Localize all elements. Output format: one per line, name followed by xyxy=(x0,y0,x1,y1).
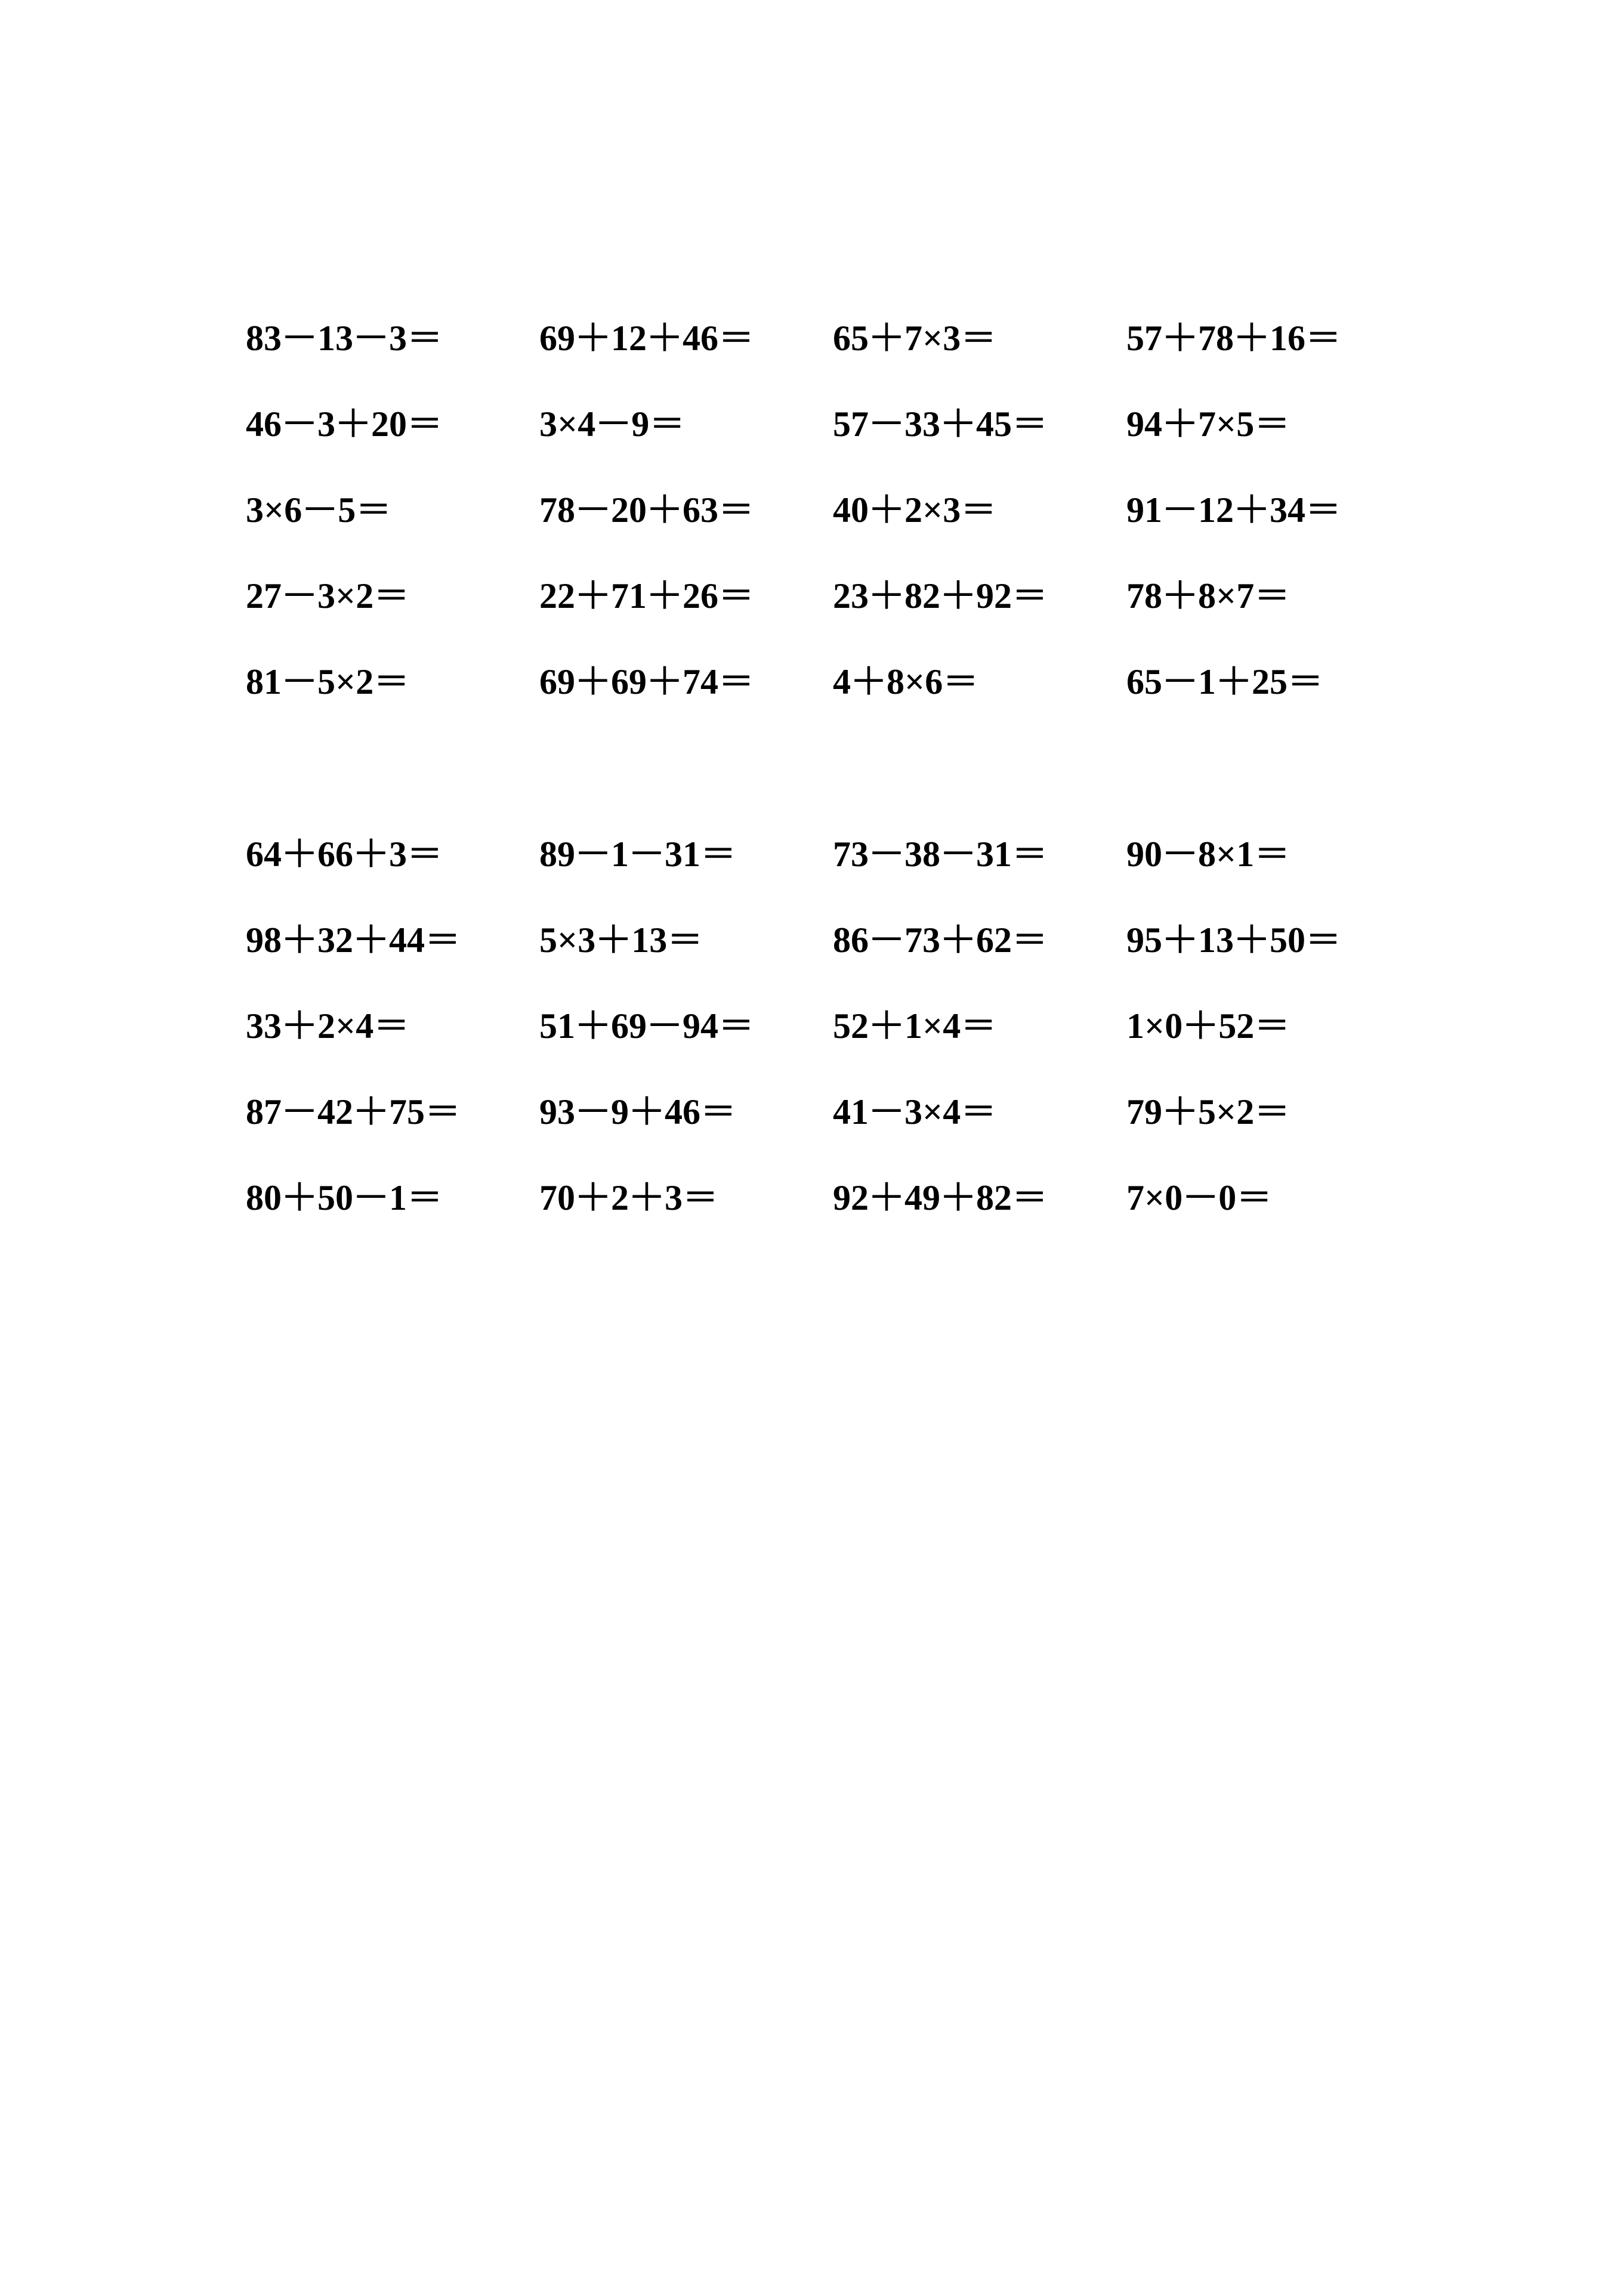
arithmetic-problem: 22＋71＋26＝ xyxy=(539,576,754,616)
arithmetic-problem: 92＋49＋82＝ xyxy=(833,1178,1048,1217)
arithmetic-problem: 52＋1×4＝ xyxy=(833,1006,997,1046)
arithmetic-problem: 81－5×2＝ xyxy=(246,662,410,702)
problem-row xyxy=(246,808,1439,894)
arithmetic-problem: 46－3＋20＝ xyxy=(246,404,443,444)
arithmetic-problem: 83－13－3＝ xyxy=(246,319,443,358)
arithmetic-problem: 90－8×1＝ xyxy=(1126,835,1290,874)
problem-row xyxy=(246,378,1439,464)
arithmetic-problem: 86－73＋62＝ xyxy=(833,920,1048,960)
arithmetic-problem: 3×4－9＝ xyxy=(539,404,686,444)
problem-row xyxy=(246,1152,1439,1238)
arithmetic-problem: 73－38－31＝ xyxy=(833,835,1048,874)
arithmetic-problem: 57－33＋45＝ xyxy=(833,404,1048,444)
arithmetic-problem: 51＋69－94＝ xyxy=(539,1006,754,1046)
arithmetic-problem: 7×0－0＝ xyxy=(1126,1178,1273,1217)
problem-row xyxy=(246,980,1439,1066)
problem-row xyxy=(246,1066,1439,1152)
problem-row xyxy=(246,464,1439,550)
arithmetic-problem: 65－1＋25＝ xyxy=(1126,662,1323,702)
arithmetic-problem: 41－3×4＝ xyxy=(833,1092,997,1132)
arithmetic-problem: 79＋5×2＝ xyxy=(1126,1092,1290,1132)
arithmetic-problem: 94＋7×5＝ xyxy=(1126,404,1290,444)
problem-row xyxy=(246,550,1439,636)
arithmetic-problem: 89－1－31＝ xyxy=(539,835,736,874)
problem-row xyxy=(246,292,1439,378)
arithmetic-problem: 27－3×2＝ xyxy=(246,576,410,616)
arithmetic-problem: 3×6－5＝ xyxy=(246,490,392,530)
arithmetic-problem: 95＋13＋50＝ xyxy=(1126,920,1341,960)
arithmetic-problem: 70＋2＋3＝ xyxy=(539,1178,718,1217)
arithmetic-problem: 1×0＋52＝ xyxy=(1126,1006,1290,1046)
problem-row xyxy=(246,894,1439,980)
arithmetic-problem: 4＋8×6＝ xyxy=(833,662,979,702)
arithmetic-problem: 64＋66＋3＝ xyxy=(246,835,443,874)
arithmetic-problem: 23＋82＋92＝ xyxy=(833,576,1048,616)
arithmetic-problem: 98＋32＋44＝ xyxy=(246,920,461,960)
arithmetic-problem: 78＋8×7＝ xyxy=(1126,576,1290,616)
arithmetic-problem: 69＋12＋46＝ xyxy=(539,319,754,358)
arithmetic-problem: 93－9＋46＝ xyxy=(539,1092,736,1132)
arithmetic-problem: 57＋78＋16＝ xyxy=(1126,319,1341,358)
arithmetic-problem: 69＋69＋74＝ xyxy=(539,662,754,702)
arithmetic-problem: 87－42＋75＝ xyxy=(246,1092,461,1132)
arithmetic-problem: 91－12＋34＝ xyxy=(1126,490,1341,530)
arithmetic-problem: 40＋2×3＝ xyxy=(833,490,997,530)
arithmetic-problem: 65＋7×3＝ xyxy=(833,319,997,358)
arithmetic-problem: 5×3＋13＝ xyxy=(539,920,703,960)
arithmetic-problem: 80＋50－1＝ xyxy=(246,1178,443,1217)
problem-group-1 xyxy=(246,292,1439,722)
arithmetic-problem: 78－20＋63＝ xyxy=(539,490,754,530)
problem-row xyxy=(246,636,1439,722)
arithmetic-problem: 33＋2×4＝ xyxy=(246,1006,410,1046)
problem-group-2 xyxy=(246,808,1439,1238)
